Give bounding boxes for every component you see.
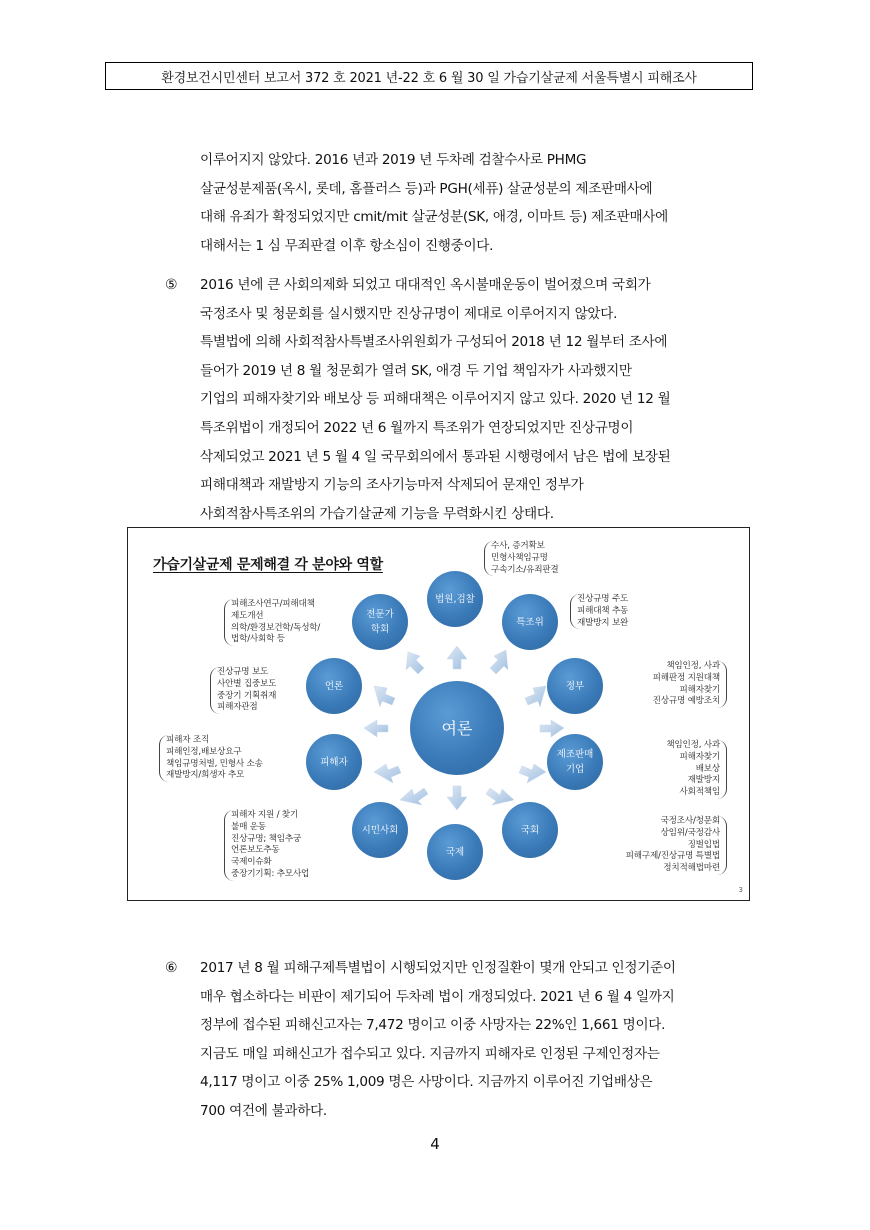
text-line: 2016 년에 큰 사회의제화 되었고 대대적인 옥시불매운동이 벌어졌으며 국회가 bbox=[200, 277, 651, 293]
note-line: 중장기 기획취재 bbox=[217, 690, 277, 701]
text-line: 매우 협소하다는 비판이 제기되어 두차례 법이 개정되었다. 2021 년 6 월 4 일까지 bbox=[200, 988, 675, 1005]
text-line: 정부에 접수된 피해신고자는 7,472 명이고 이중 사망자는 22%인 1,661 명이다. bbox=[200, 1017, 666, 1034]
note-line: 책임인정, 사과 bbox=[666, 740, 720, 750]
roles-diagram bbox=[127, 527, 750, 901]
paragraph-5-marker: ⑤ bbox=[165, 277, 178, 293]
page-number: 4 bbox=[430, 1135, 440, 1153]
note-line: 구속기소/유죄판결 bbox=[491, 564, 559, 575]
arrow-up-left bbox=[406, 652, 424, 674]
note-line: 진상규명; 책임추궁 bbox=[231, 833, 302, 844]
note-line: 징벌입법 bbox=[687, 839, 720, 850]
text-line: 기업의 피해자찾기와 배보상 등 피해대책은 이루어지지 않고 있다. 2020 년 12 월 bbox=[200, 391, 671, 408]
arrow-right-up bbox=[525, 686, 546, 707]
note-line: 피해자찾기 bbox=[679, 684, 720, 695]
text-line: 피해대책과 재발방지 기능의 조사기능마저 삭제되어 문재인 정부가 bbox=[200, 477, 584, 494]
center-node-public-opinion: 여론 bbox=[410, 681, 504, 775]
text-line: 2017 년 8 월 피해구제특별법이 시행되었지만 인정질환이 몇개 안되고 인정기준이 bbox=[200, 960, 676, 976]
arrow-down-left bbox=[400, 788, 428, 805]
note-line: 언론보도추동 bbox=[231, 845, 280, 856]
node-court-prosecution: 법원,검찰 bbox=[427, 571, 483, 627]
note-line: 재발방지 보완 bbox=[577, 617, 629, 628]
text-line: 지금도 매일 피해신고가 접수되고 있다. 지금까지 피해자로 인정된 구제인정자는 bbox=[200, 1045, 660, 1062]
note-line: 제도개선 bbox=[231, 610, 264, 621]
node-national-assembly: 국회 bbox=[502, 802, 558, 858]
note-line: 피해구제/진상규명 특별법 bbox=[625, 851, 720, 862]
node-civil-society: 시민사회 bbox=[352, 802, 408, 858]
note-line: 민형사책임규명 bbox=[491, 552, 548, 563]
note-line: 재발방지 bbox=[687, 775, 720, 786]
node-special-committee: 특조위 bbox=[502, 594, 558, 650]
node-international: 국제 bbox=[427, 824, 483, 880]
note-manufacturer bbox=[666, 740, 727, 799]
node-label-line: 학회 bbox=[370, 624, 390, 635]
note-line: 중장기기획: 추모사업 bbox=[231, 868, 310, 879]
note-line: 진상규명 예방조치 bbox=[652, 696, 720, 707]
text-line: 특별법에 의해 사회적참사특별조사위원회가 구성되어 2018 년 12 월부터 조사에 bbox=[200, 334, 668, 351]
node-label-line: 전문가 bbox=[366, 609, 394, 620]
text-line: 4,117 명이고 이중 25% 1,009 명은 사망이다. 지금까지 이루어진 기업배상은 bbox=[200, 1074, 653, 1091]
note-line: 사안별 집중보도 bbox=[217, 678, 277, 689]
node-manufacturer bbox=[547, 734, 603, 790]
note-line: 국정조사/청문회 bbox=[660, 816, 720, 826]
note-line: 책임인정, 사과 bbox=[666, 661, 720, 671]
arrow-left-up bbox=[374, 686, 395, 707]
note-line: 책임규명처벌, 민형사 소송 bbox=[166, 758, 263, 769]
note-line: 배보상 bbox=[695, 763, 720, 774]
note-national-assembly bbox=[626, 816, 727, 875]
text-line: 이루어지지 않았다. 2016 년과 2019 년 두차례 검찰수사로 PHMG bbox=[200, 152, 587, 168]
note-line: 피해조사연구/피해대책 bbox=[231, 599, 315, 609]
arrow-down bbox=[447, 786, 467, 810]
note-line: 국제이슈화 bbox=[231, 857, 272, 868]
node-media: 언론 bbox=[306, 658, 362, 714]
note-line: 의학/환경보건학/독성학/ bbox=[231, 622, 321, 633]
note-line: 피해인정,배보상요구 bbox=[166, 746, 242, 757]
node-victims: 피해자 bbox=[306, 734, 362, 790]
text-line: 사회적참사특조위의 가습기살균제 기능을 무력화시킨 상태다. bbox=[200, 505, 554, 522]
note-court bbox=[484, 541, 559, 576]
text-line: 대해서는 1 심 무죄판결 이후 항소심이 진행중이다. bbox=[200, 237, 494, 254]
note-line: 진상규명 주도 bbox=[577, 594, 629, 604]
arrow-left-down bbox=[374, 764, 401, 783]
paragraph-5 bbox=[200, 271, 670, 528]
report-header-text: 환경보건시민센터 보고서 372 호 2021 년-22 호 6 월 30 일 가습기살균제 서울특별시 피해조사 bbox=[161, 70, 697, 86]
node-label-line: 제조판매 bbox=[556, 749, 594, 760]
text-line: 삭제되었고 2021 년 5 월 4 일 국무회의에서 통과된 시행령에서 남은 법에 보장된 bbox=[200, 448, 671, 465]
arrow-left bbox=[364, 720, 388, 737]
note-line: 상임위/국정감사 bbox=[660, 827, 720, 838]
paragraph-6-marker: ⑥ bbox=[165, 960, 178, 976]
note-line: 법학/사회학 등 bbox=[231, 634, 285, 645]
note-experts bbox=[224, 599, 320, 646]
note-government bbox=[653, 661, 727, 708]
slide-number: 3 bbox=[738, 886, 743, 894]
node-label-line: 기업 bbox=[565, 764, 585, 775]
text-line: 특조위법이 개정되어 2022 년 6 월까지 특조위가 연장되었지만 진상규명이 bbox=[200, 419, 634, 436]
note-line: 사회적책임 bbox=[679, 787, 720, 798]
note-line: 진상규명 보도 bbox=[217, 667, 269, 677]
arrow-right bbox=[540, 720, 564, 737]
note-line: 피해자관점 bbox=[217, 702, 258, 713]
note-line: 재발방지/희생자 추모 bbox=[166, 770, 245, 781]
diagram-title: 가습기살균제 문제해결 각 분야와 역할 bbox=[153, 557, 383, 573]
arrow-right-down bbox=[519, 764, 546, 783]
paragraph-6 bbox=[200, 954, 676, 1126]
intro-paragraph bbox=[200, 146, 668, 260]
note-line: 피해대책 추동 bbox=[577, 605, 629, 616]
note-line: 정치적해법마련 bbox=[663, 863, 720, 874]
text-line: 살균성분제품(옥시, 롯데, 홈플러스 등)과 PGH(세퓨) 살균성분의 제조판매사에 bbox=[200, 180, 653, 197]
arrow-up-right bbox=[490, 650, 508, 674]
node-government: 정부 bbox=[547, 658, 603, 714]
note-line: 피해판정 지원대책 bbox=[652, 672, 720, 683]
arrow-up bbox=[447, 646, 467, 669]
arrow-down-right bbox=[486, 788, 514, 805]
note-victims bbox=[159, 735, 263, 782]
note-line: 피해자 조직 bbox=[166, 735, 210, 745]
text-line: 700 여건에 불과하다. bbox=[200, 1102, 327, 1119]
report-header bbox=[105, 62, 753, 90]
note-civil-society bbox=[224, 810, 309, 881]
note-media bbox=[210, 667, 276, 714]
text-line: 들어가 2019 년 8 월 청문회가 열려 SK, 애경 두 기업 책임자가 사과했지만 bbox=[200, 362, 632, 379]
note-line: 피해자 지원 / 찾기 bbox=[231, 810, 299, 820]
note-line: 피해자찾기 bbox=[679, 751, 720, 762]
node-experts bbox=[352, 594, 408, 650]
text-line: 국정조사 및 청문회를 실시했지만 진상규명이 제대로 이루어지지 않았다. bbox=[200, 305, 618, 322]
note-special-committee bbox=[570, 594, 628, 629]
text-line: 대해 유죄가 확정되었지만 cmit/mit 살균성분(SK, 애경, 이마트 등) 제조판매사에 bbox=[200, 209, 668, 226]
note-line: 수사, 증거확보 bbox=[491, 541, 545, 551]
note-line: 불매 운동 bbox=[231, 821, 266, 832]
